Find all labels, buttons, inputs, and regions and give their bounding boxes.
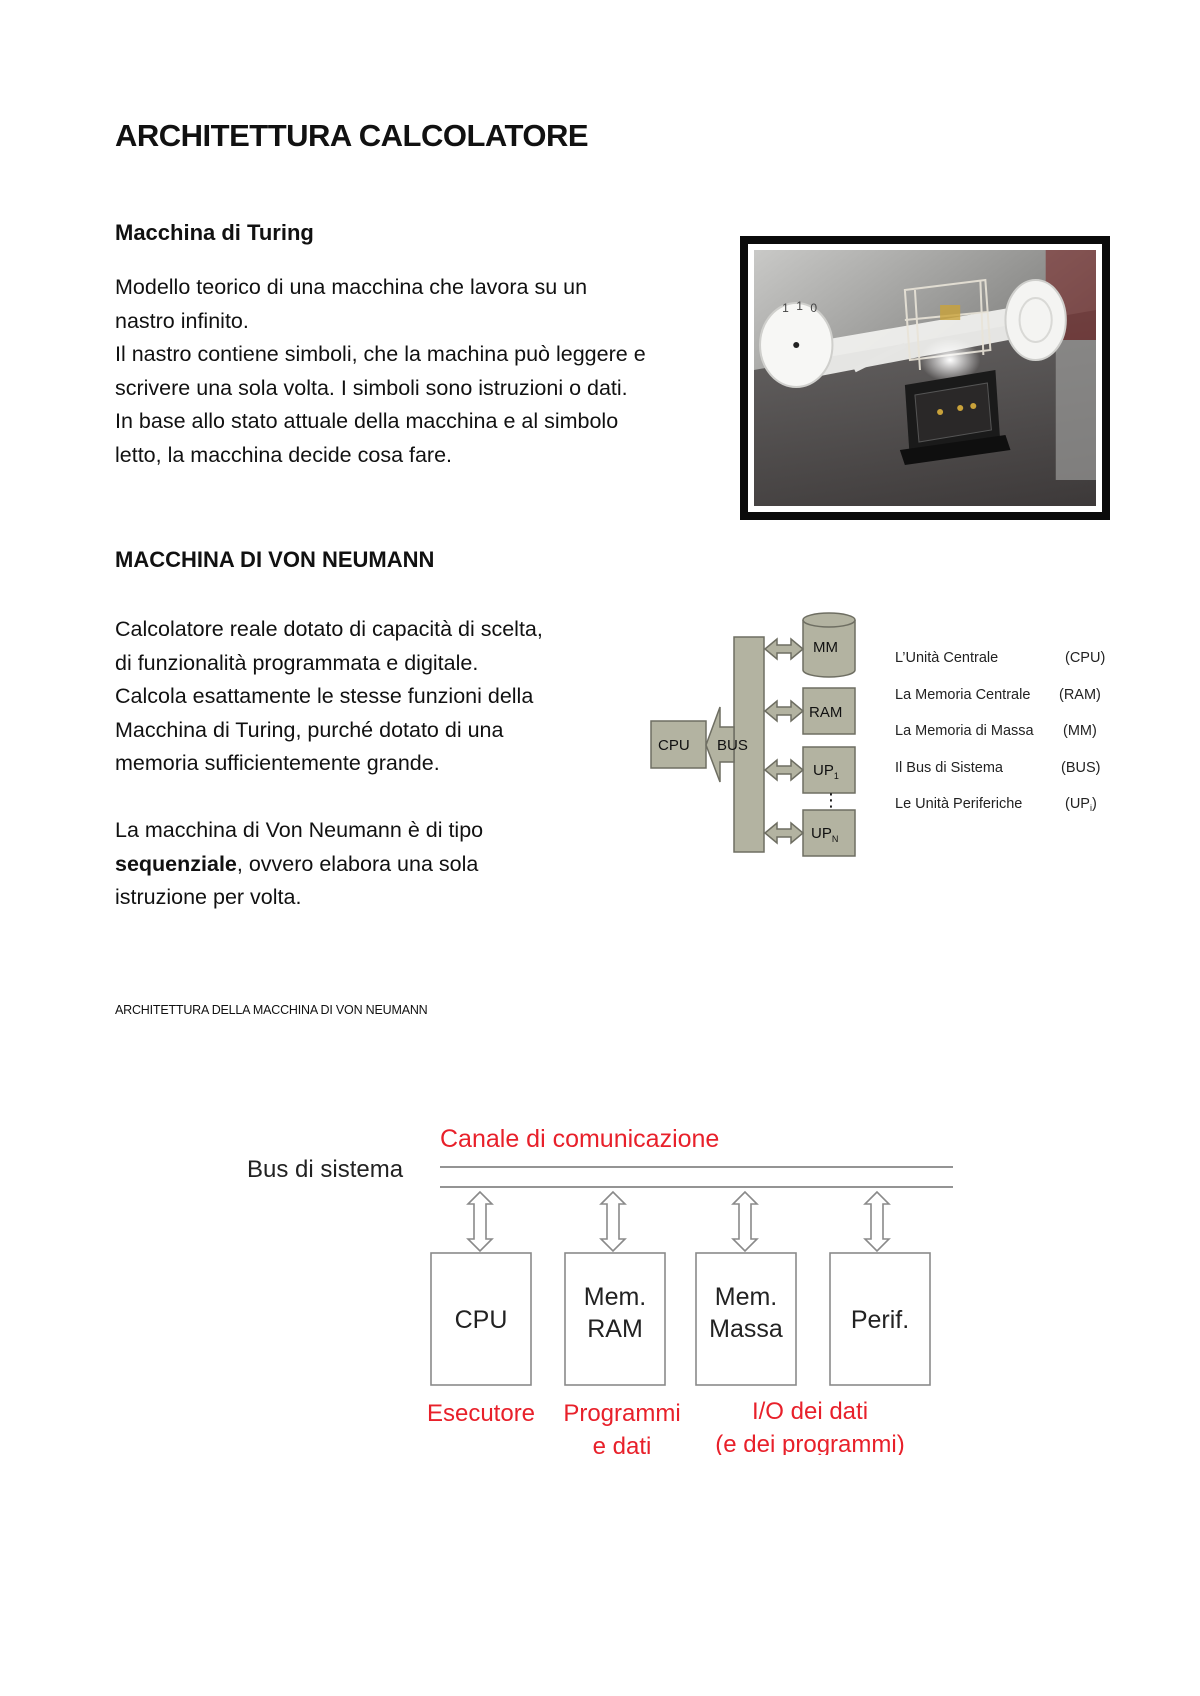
vn-legend-name: Il Bus di Sistema: [895, 760, 1003, 776]
vn-legend-name: La Memoria Centrale: [895, 687, 1031, 703]
turing-line: letto, la macchina decide cosa fare.: [115, 442, 453, 467]
turing-line: nastro infinito.: [115, 308, 249, 333]
io-label: (e dei programmi): [715, 1431, 905, 1455]
turing-description: [115, 271, 755, 472]
cpu-arrow: [468, 1192, 492, 1251]
massa-box-label: Mem.: [714, 1283, 778, 1311]
page-title: ARCHITETTURA CALCOLATORE: [115, 118, 589, 153]
vn-upn-arrow: [765, 823, 803, 843]
vn-seq-suffix: , ovvero elabora una sola: [236, 851, 479, 876]
vn-seq-line: La macchina di Von Neumann è di tipo: [115, 818, 484, 842]
turing-line: Il nastro contiene simboli, che la machina può leggere e: [115, 342, 646, 366]
turing-line: Modello teorico di una macchina che lavora su un: [115, 275, 588, 299]
vn-line: Macchina di Turing, purché dotato di una: [115, 717, 504, 742]
vn-up1-arrow: [765, 760, 803, 780]
vn-cpu-label: CPU: [658, 737, 690, 754]
tape-symbol: 1: [796, 299, 803, 313]
ram-arrow: [601, 1192, 625, 1251]
turing-machine-illustration: [754, 250, 1096, 506]
vn-mm-label: MM: [813, 639, 838, 656]
vn-mm-cylinder-top: [803, 613, 855, 627]
massa-arrow: [733, 1192, 757, 1251]
vn-upn-label: $UP_N$: [811, 825, 839, 844]
turing-line: scrivere una sola volta. I simboli sono istruzioni o dati.: [115, 375, 628, 400]
turing-heading: Macchina di Turing: [115, 220, 314, 245]
io-label: I/O dei dati: [751, 1398, 869, 1425]
vn-legend-abbr: (MM): [1063, 723, 1097, 739]
turing-machine-photo: [740, 236, 1110, 520]
cpu-box-label: CPU: [454, 1306, 508, 1334]
vn-line: Calcolatore reale dotato di capacità di scelta,: [115, 617, 543, 641]
perif-box-label: Perif.: [850, 1306, 910, 1334]
vn-legend-abbr: $(UP_i)$: [1065, 796, 1097, 813]
vn-ram-arrow: [765, 701, 803, 721]
vn-seq-last: istruzione per volta.: [115, 885, 302, 909]
vn-line: di funzionalità programmata e digitale.: [115, 650, 479, 675]
vn-legend-name: L’Unità Centrale: [895, 650, 999, 666]
ram-box-label: Mem.: [583, 1283, 647, 1311]
vn-mm-arrow: [765, 639, 803, 659]
von-neumann-heading: MACCHINA DI VON NEUMANN: [115, 547, 435, 572]
tape-symbol: 1: [782, 301, 789, 315]
vn-legend-abbr: (RAM): [1059, 687, 1101, 703]
vn-line: memoria sufficientemente grande.: [115, 751, 440, 775]
programmi-label: Programmi: [563, 1400, 681, 1427]
vn-ram-label: RAM: [809, 704, 843, 721]
channel-label: Canale di comunicazione: [440, 1125, 720, 1153]
vn-dots: ⋮: [822, 790, 840, 810]
vn-up1-label: $UP_1$: [813, 762, 839, 781]
vn-legend-name: La Memoria di Massa: [895, 723, 1034, 739]
vn-bus-label: BUS: [717, 737, 748, 754]
perif-arrow: [865, 1192, 889, 1251]
vn-seq-bold: sequenziale: [115, 851, 237, 876]
ram-box-label: RAM: [587, 1315, 643, 1343]
bus-label: Bus di sistema: [247, 1156, 404, 1183]
vn-line: Calcola esattamente le stesse funzioni della: [115, 684, 534, 708]
system-bus-diagram: [225, 1115, 965, 1455]
diagram-caption: ARCHITETTURA DELLA MACCHINA DI VON NEUMANN: [115, 1003, 428, 1017]
von-neumann-diagram: [645, 612, 1200, 877]
tape-symbol: 0: [810, 301, 818, 315]
vn-legend-abbr: (BUS): [1061, 760, 1101, 776]
turing-line: In base allo stato attuale della macchina e al simbolo: [115, 409, 619, 433]
massa-box-label: Massa: [709, 1315, 783, 1343]
esecutore-label: Esecutore: [426, 1400, 536, 1427]
programmi-label: e dati: [592, 1433, 652, 1455]
vn-legend-name: Le Unità Periferiche: [895, 796, 1023, 812]
vn-legend-abbr: (CPU): [1065, 650, 1106, 666]
